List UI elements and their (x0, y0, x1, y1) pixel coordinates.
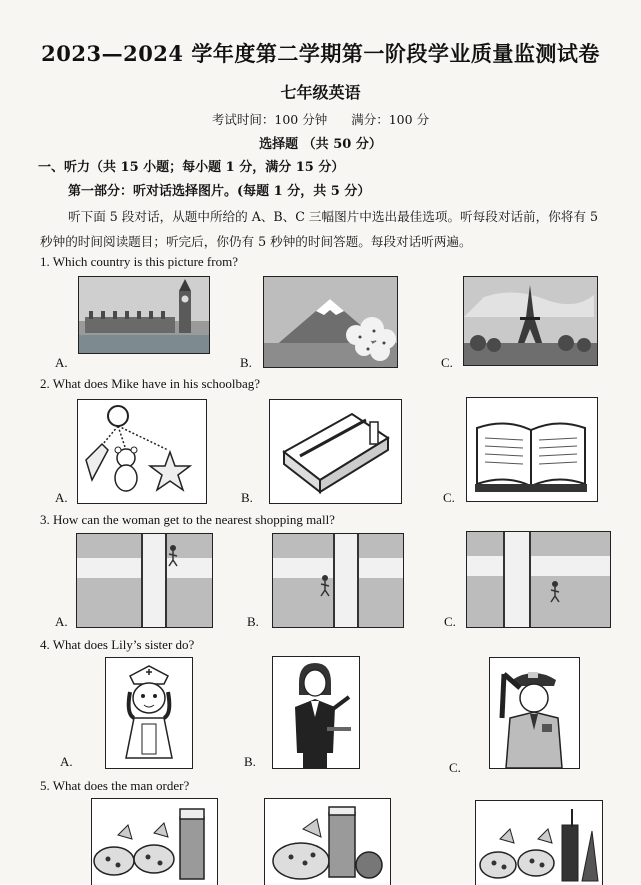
q3-option-c-label: C. (444, 614, 456, 629)
q4-option-a-label: A. (60, 754, 73, 769)
crossroad-c-image (467, 532, 610, 627)
question-1: 1. Which country is this picture from? (40, 254, 238, 269)
q4-option-c-label: C. (449, 760, 461, 775)
exam-title: 2023—2024 学年度第二学期第一阶段学业质量监测试卷 (41, 41, 600, 66)
q1-option-c-label: C. (441, 355, 453, 370)
q1-picture-b[interactable] (263, 276, 398, 368)
q2-picture-a[interactable] (77, 399, 207, 504)
q2-picture-b[interactable] (269, 399, 402, 504)
businesswoman-image (273, 657, 359, 768)
q1-picture-c[interactable] (463, 276, 598, 366)
q5-picture-b[interactable] (264, 798, 391, 885)
question-2: 2. What does Mike have in his schoolbag? (40, 376, 260, 391)
q4-picture-b[interactable] (272, 656, 360, 769)
q4-picture-c[interactable] (489, 657, 580, 769)
q3-picture-c[interactable] (466, 531, 611, 628)
keychain-image (78, 400, 206, 503)
pizza-cola-image (476, 801, 602, 885)
exam-time: 考试时间：100 分钟 (211, 112, 328, 127)
police-officer-image (490, 658, 579, 768)
q2-option-b-label: B. (241, 490, 253, 505)
big-ben-image (79, 277, 209, 353)
crossroad-a-image (77, 534, 212, 627)
crossroad-b-image (273, 534, 403, 627)
listening-instruction: 听下面 5 段对话，从题中所给的 A、B、C 三幅图片中选出最佳选项。听每段对话前，你将有 5 秒钟的时间阅读题目；听完后，你仍有 5 秒钟的时间答题。每段对话听两遍。 (40, 209, 598, 249)
exam-score: 满分：100 分 (351, 112, 430, 127)
q5-picture-c[interactable] (475, 800, 603, 885)
q1-option-a-label: A. (55, 355, 68, 370)
q5-picture-a[interactable] (91, 798, 218, 885)
q3-picture-a[interactable] (76, 533, 213, 628)
exam-meta (0, 110, 641, 128)
open-book-image (467, 398, 597, 501)
pencil-case-image (270, 400, 401, 503)
question-5: 5. What does the man order? (40, 778, 190, 793)
question-3: 3. How can the woman get to the nearest shopping mall? (40, 512, 335, 527)
mount-fuji-image (264, 277, 397, 367)
q1-picture-a[interactable] (78, 276, 210, 354)
exam-subtitle: 七年级英语 (280, 83, 361, 102)
part1-heading: 第一部分：听对话选择图片。(每题 1 分，共 5 分） (68, 184, 371, 199)
listening-heading: 一、听力（共 15 小题；每小题 1 分，满分 15 分） (38, 160, 345, 175)
question-4: 4. What does Lily’s sister do? (40, 637, 195, 652)
q4-option-b-label: B. (244, 754, 256, 769)
pizza-juice-image (92, 799, 217, 885)
q2-picture-c[interactable] (466, 397, 598, 502)
q2-option-c-label: C. (443, 490, 455, 505)
q3-option-a-label: A. (55, 614, 68, 629)
q3-picture-b[interactable] (272, 533, 404, 628)
pizza-juice-orange-image (265, 799, 390, 885)
q4-picture-a[interactable] (105, 657, 193, 769)
q3-option-b-label: B. (247, 614, 259, 629)
eiffel-tower-image (464, 277, 597, 365)
q1-option-b-label: B. (240, 355, 252, 370)
nurse-image (106, 658, 192, 768)
q2-option-a-label: A. (55, 490, 68, 505)
section-choice-heading: 选择题 （共 50 分） (259, 137, 382, 152)
